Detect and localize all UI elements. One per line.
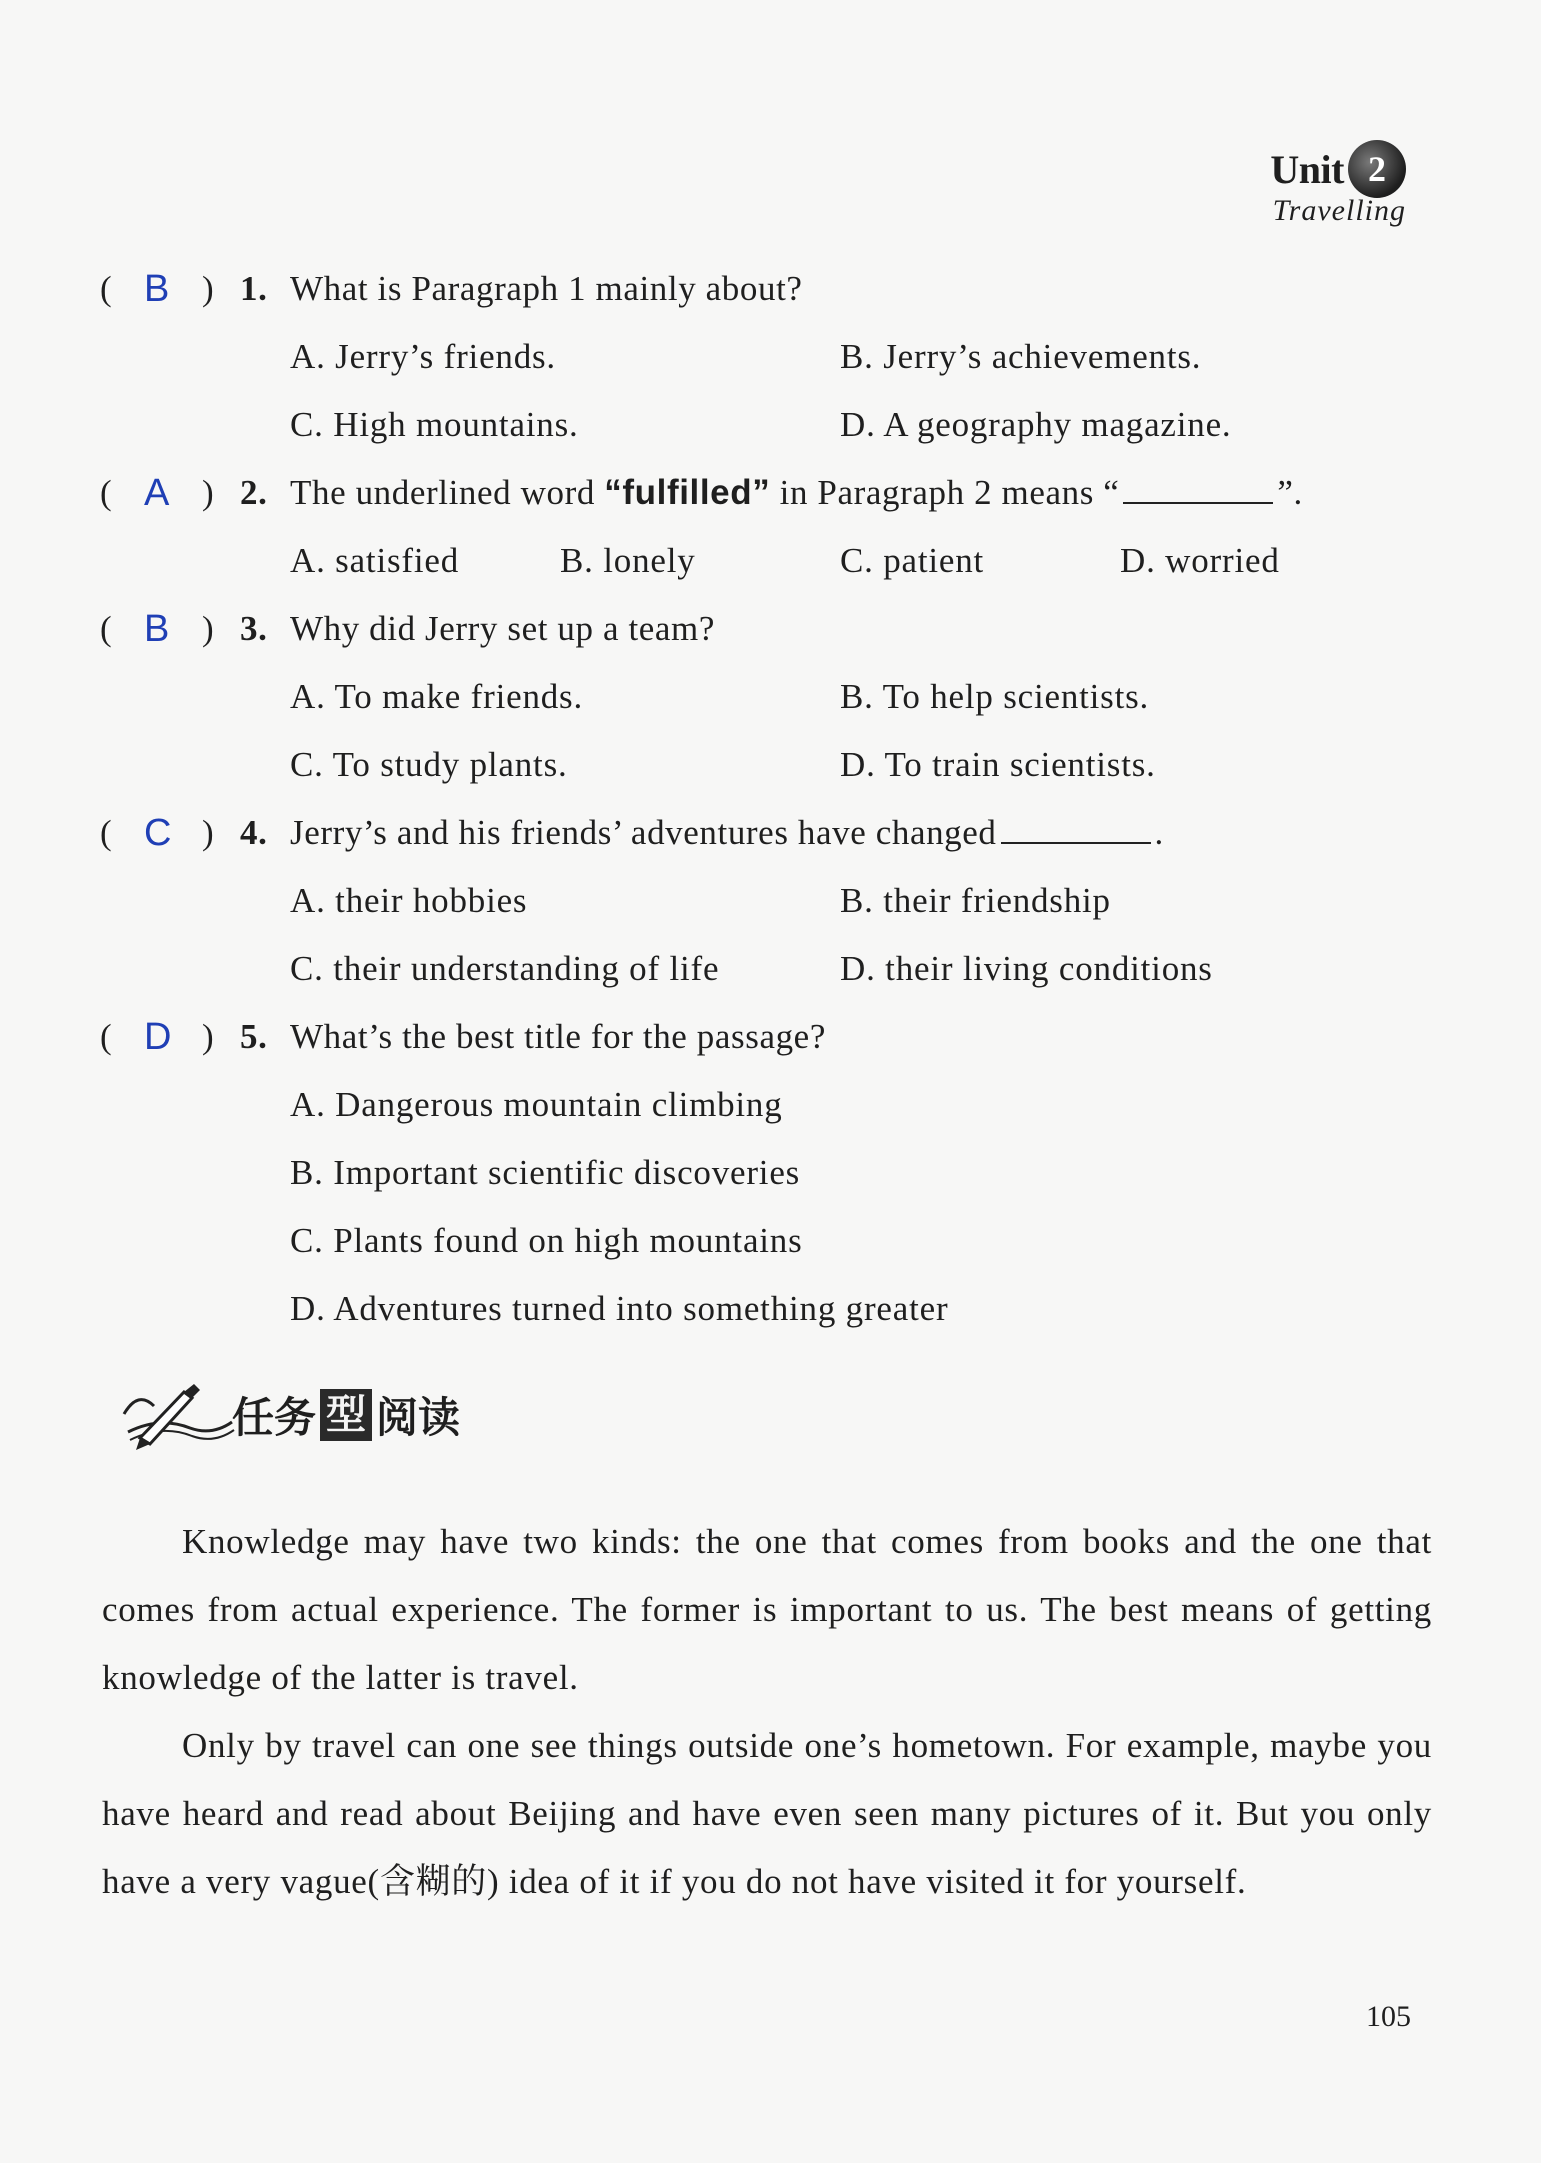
options-row [100,323,1440,391]
answer-1: B [144,268,170,310]
options-row [100,391,1440,459]
option-d: D. A geography magazine. [840,405,1232,444]
options-row [100,663,1440,731]
question-number: 5. [240,1017,268,1056]
option-b: B. lonely [560,541,696,580]
options-row [100,1275,1440,1343]
question-number: 3. [240,609,268,648]
question-number: 2. [240,473,268,512]
option-c: C. their understanding of life [290,949,720,988]
answer-3: B [144,608,170,650]
option-d: D. To train scientists. [840,745,1156,784]
question-text: The underlined word “fulfilled” in Paragraph 2 means “ ”. [290,459,1303,527]
question-text: What is Paragraph 1 mainly about? [290,269,803,308]
options-row [100,1207,1440,1275]
answer-4: C [144,812,173,854]
option-c: C. patient [840,541,985,580]
answer-blank [1123,462,1273,504]
section-title-box: 型 [320,1389,372,1441]
answer-5: D [144,1016,173,1058]
question-2: ( A ) 2. The underlined word “fulfilled” in Paragraph 2 means “ ”. [100,459,1440,527]
unit-header [1270,140,1406,228]
question-3: ( B ) 3. Why did Jerry set up a team? [100,595,1440,663]
option-b: B. Jerry’s achievements. [840,337,1202,376]
section-heading [120,1370,460,1460]
option-b: B. Important scientific discoveries [290,1153,801,1192]
section-title: 任务 型 阅读 [232,1385,460,1445]
option-d: D. worried [1120,541,1280,580]
option-a: A. their hobbies [290,881,528,920]
options-row [100,935,1440,1003]
option-c: C. Plants found on high mountains [290,1221,803,1260]
question-list [100,255,1440,1343]
option-b: B. To help scientists. [840,677,1150,716]
option-c: C. High mountains. [290,405,579,444]
options-row [100,527,1440,595]
option-a: A. To make friends. [290,677,584,716]
option-a: A. Jerry’s friends. [290,337,556,376]
question-text: What’s the best title for the passage? [290,1017,826,1056]
question-text: Why did Jerry set up a team? [290,609,715,648]
answer-blank [1001,802,1151,844]
options-row [100,731,1440,799]
option-b: B. their friendship [840,881,1111,920]
question-number: 4. [240,813,268,852]
unit-title: Travelling [1272,194,1406,227]
options-row [100,867,1440,935]
page-number: 105 [1366,2000,1411,2033]
question-number: 1. [240,269,268,308]
underlined-word: “fulfilled” [604,473,771,512]
question-text: Jerry’s and his friends’ adventures have changed . [290,799,1164,867]
options-row [100,1139,1440,1207]
option-d: D. their living conditions [840,949,1213,988]
unit-label: Unit [1270,146,1344,192]
pen-book-icon [120,1370,240,1460]
option-c: C. To study plants. [290,745,568,784]
paragraph-1: Knowledge may have two kinds: the one that comes from books and the one that comes from actual experience. The former is important to us. The best means of getting knowledge of the latter is travel. [102,1522,1432,1697]
reading-passage [102,1508,1432,1916]
question-4: ( C ) 4. Jerry’s and his friends’ adventures have changed . [100,799,1440,867]
answer-2: A [144,472,170,514]
unit-number-badge: 2 [1348,140,1406,198]
option-d: D. Adventures turned into something greater [290,1289,949,1328]
options-row [100,1071,1440,1139]
paragraph-2: Only by travel can one see things outside one’s hometown. For example, maybe you have heard and read about Beijing and have even seen many pictures of it. But you only have a very vague(含糊的) idea of it if you do not have visited it for yourself. [102,1726,1432,1901]
option-a: A. Dangerous mountain climbing [290,1085,783,1124]
question-1: ( B ) 1. What is Paragraph 1 mainly about? [100,255,1440,323]
option-a: A. satisfied [290,541,460,580]
question-5: ( D ) 5. What’s the best title for the passage? [100,1003,1440,1071]
